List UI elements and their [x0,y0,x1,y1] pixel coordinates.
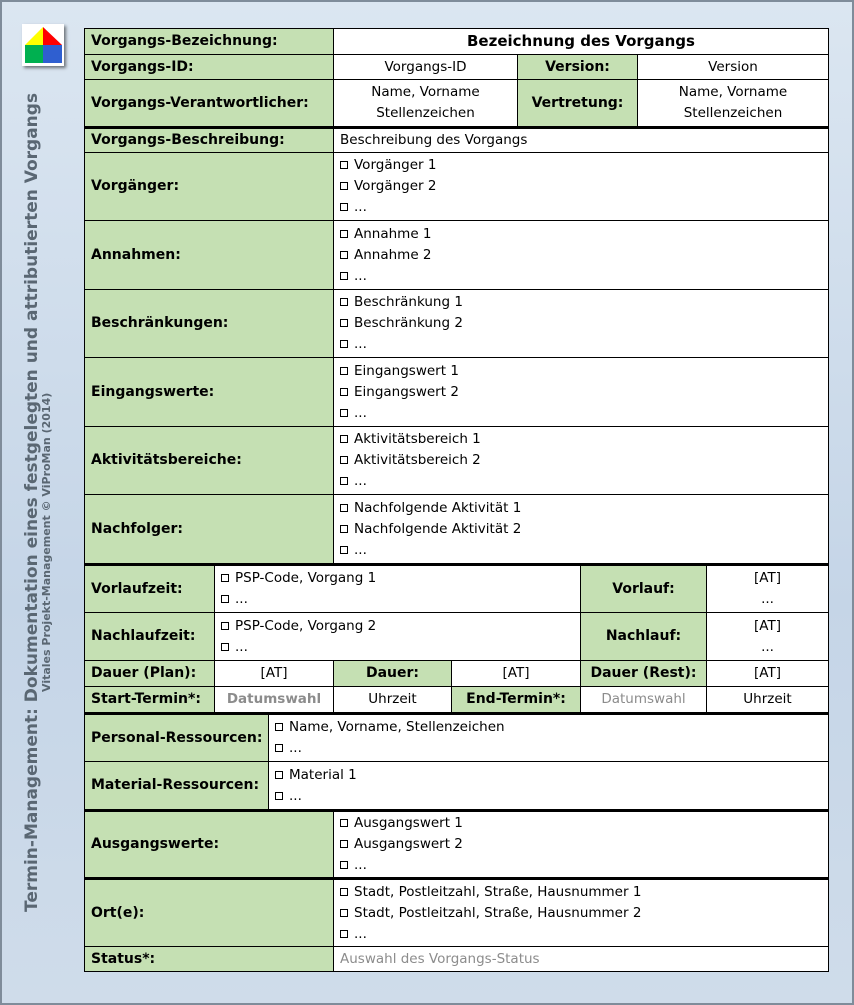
output-table [84,809,829,878]
list-item[interactable]: Aktivitätsbereich 1 [340,429,822,450]
list-item[interactable]: Material 1 [275,765,822,786]
label-end: End-Termin*: [452,687,581,713]
label-status: Status*: [85,947,334,972]
verantwortlicher-name: Name, Vorname [371,84,480,100]
checkbox-icon[interactable] [340,388,348,396]
list-item[interactable]: Beschränkung 2 [340,313,822,334]
value-vorlauf[interactable]: [AT] ... [707,565,829,613]
list-item[interactable]: Annahme 2 [340,245,822,266]
list-item[interactable]: ... [340,197,822,218]
sidebar-copyright: Vitales Projekt-Management © ViProMan (2014) [40,392,53,692]
list-item[interactable]: ... [340,471,822,492]
list-item[interactable]: ... [340,924,822,945]
list-eingangswerte [334,358,829,427]
label-orte: Ort(e): [85,879,334,947]
value-version[interactable]: Version [638,55,829,80]
label-start: Start-Termin*: [85,687,215,713]
list-item[interactable]: Ausgangswert 1 [340,813,822,834]
label-beschreibung: Vorgangs-Beschreibung: [85,128,334,153]
list-material [269,762,829,810]
label-ausgangswerte: Ausgangswerte: [85,811,334,878]
label-dauer-rest: Dauer (Rest): [581,661,707,687]
label-personal: Personal-Ressourcen: [85,714,269,762]
label-vertretung: Vertretung: [518,80,638,127]
label-bezeichnung: Vorgangs-Bezeichnung: [85,29,334,55]
value-nachlauf[interactable]: [AT] ... [707,613,829,661]
value-beschreibung[interactable]: Beschreibung des Vorgangs [334,128,829,153]
checkbox-icon[interactable] [340,182,348,190]
checkbox-icon[interactable] [275,771,283,779]
list-vorlaufzeit [215,565,581,613]
checkbox-icon[interactable] [340,819,348,827]
checkbox-icon[interactable] [340,298,348,306]
value-dauer-plan[interactable]: [AT] [215,661,334,687]
checkbox-icon[interactable] [340,161,348,169]
label-vorgaenger: Vorgänger: [85,153,334,221]
list-item[interactable]: ... [340,266,822,287]
list-item[interactable]: ... [340,403,822,424]
label-annahmen: Annahmen: [85,221,334,290]
list-item[interactable]: Eingangswert 2 [340,382,822,403]
label-vorlaufzeit: Vorlaufzeit: [85,565,215,613]
list-item[interactable]: ... [340,540,822,561]
checkbox-icon[interactable] [340,456,348,464]
label-nachfolger: Nachfolger: [85,495,334,564]
label-nachlaufzeit: Nachlaufzeit: [85,613,215,661]
list-annahmen [334,221,829,290]
label-aktivitaetsbereiche: Aktivitätsbereiche: [85,427,334,495]
checkbox-icon[interactable] [340,930,348,938]
checkbox-icon[interactable] [340,367,348,375]
start-time-field[interactable]: Uhrzeit [334,687,452,713]
label-nachlauf: Nachlauf: [581,613,707,661]
document-form [84,28,828,978]
checkbox-icon[interactable] [340,230,348,238]
label-id: Vorgangs-ID: [85,55,334,80]
value-dauer[interactable]: [AT] [452,661,581,687]
list-item[interactable]: Annahme 1 [340,224,822,245]
list-item[interactable]: Beschränkung 1 [340,292,822,313]
list-item[interactable]: Ausgangswert 2 [340,834,822,855]
resources-table [84,712,829,810]
checkbox-icon[interactable] [340,340,348,348]
vertretung-stelle: Stellenzeichen [683,105,783,121]
sidebar-title: Termin-Management: Dokumentation eines festgelegten und attributierten Vorgangs [22,92,42,912]
checkbox-icon[interactable] [275,744,283,752]
list-item[interactable]: ... [340,855,822,876]
value-id[interactable]: Vorgangs-ID [334,55,518,80]
verantwortlicher-stelle: Stellenzeichen [376,105,475,121]
list-item[interactable]: ... [275,738,822,759]
start-date-picker[interactable]: Datumswahl [215,687,334,713]
list-item[interactable]: Stadt, Postleitzahl, Straße, Hausnummer 2 [340,903,822,924]
end-date-picker[interactable]: Datumswahl [581,687,707,713]
header-table [84,28,829,127]
checkbox-icon[interactable] [340,888,348,896]
timing-table [84,563,829,713]
value-verantwortlicher[interactable] [334,80,518,127]
checkbox-icon[interactable] [275,723,283,731]
description-table [84,126,829,564]
list-item[interactable]: PSP-Code, Vorgang 1 [221,568,574,589]
list-item[interactable]: Nachfolgende Aktivität 1 [340,498,822,519]
list-item[interactable]: Stadt, Postleitzahl, Straße, Hausnummer 1 [340,882,822,903]
value-vertretung[interactable] [638,80,829,127]
checkbox-icon[interactable] [221,643,229,651]
list-item[interactable]: Eingangswert 1 [340,361,822,382]
label-dauer-plan: Dauer (Plan): [85,661,215,687]
label-material: Material-Ressourcen: [85,762,269,810]
location-table [84,877,829,972]
checkbox-icon[interactable] [275,792,283,800]
list-item[interactable]: Name, Vorname, Stellenzeichen [275,717,822,738]
checkbox-icon[interactable] [340,525,348,533]
list-ausgangswerte [334,811,829,878]
end-time-field[interactable]: Uhrzeit [707,687,829,713]
list-item[interactable]: ... [340,334,822,355]
value-dauer-rest[interactable]: [AT] [707,661,829,687]
list-item[interactable]: Vorgänger 1 [340,155,822,176]
list-item[interactable]: Aktivitätsbereich 2 [340,450,822,471]
label-vorlauf: Vorlauf: [581,565,707,613]
checkbox-icon[interactable] [340,203,348,211]
label-dauer: Dauer: [334,661,452,687]
checkbox-icon[interactable] [340,861,348,869]
vertretung-name: Name, Vorname [678,84,788,100]
checkbox-icon[interactable] [221,574,229,582]
label-beschraenkungen: Beschränkungen: [85,290,334,358]
checkbox-icon[interactable] [340,409,348,417]
label-version: Version: [518,55,638,80]
status-select[interactable]: Auswahl des Vorgangs-Status [334,947,829,972]
list-item[interactable]: Vorgänger 2 [340,176,822,197]
label-eingangswerte: Eingangswerte: [85,358,334,427]
checkbox-icon[interactable] [221,622,229,630]
list-nachfolger [334,495,829,564]
list-aktivitaetsbereiche [334,427,829,495]
list-nachlaufzeit [215,613,581,661]
checkbox-icon[interactable] [340,840,348,848]
list-vorgaenger [334,153,829,221]
list-personal [269,714,829,762]
checkbox-icon[interactable] [340,435,348,443]
checkbox-icon[interactable] [221,595,229,603]
label-verantwortlicher: Vorgangs-Verantwortlicher: [85,80,334,127]
list-item[interactable]: ... [221,589,574,610]
checkbox-icon[interactable] [340,272,348,280]
checkbox-icon[interactable] [340,477,348,485]
list-item[interactable]: ... [221,637,574,658]
list-beschraenkungen [334,290,829,358]
checkbox-icon[interactable] [340,909,348,917]
checkbox-icon[interactable] [340,504,348,512]
checkbox-icon[interactable] [340,546,348,554]
list-item[interactable]: ... [275,786,822,807]
list-orte [334,879,829,947]
checkbox-icon[interactable] [340,251,348,259]
value-bezeichnung[interactable]: Bezeichnung des Vorgangs [334,29,829,55]
checkbox-icon[interactable] [340,319,348,327]
list-item[interactable]: Nachfolgende Aktivität 2 [340,519,822,540]
list-item[interactable]: PSP-Code, Vorgang 2 [221,616,574,637]
logo [22,24,64,66]
